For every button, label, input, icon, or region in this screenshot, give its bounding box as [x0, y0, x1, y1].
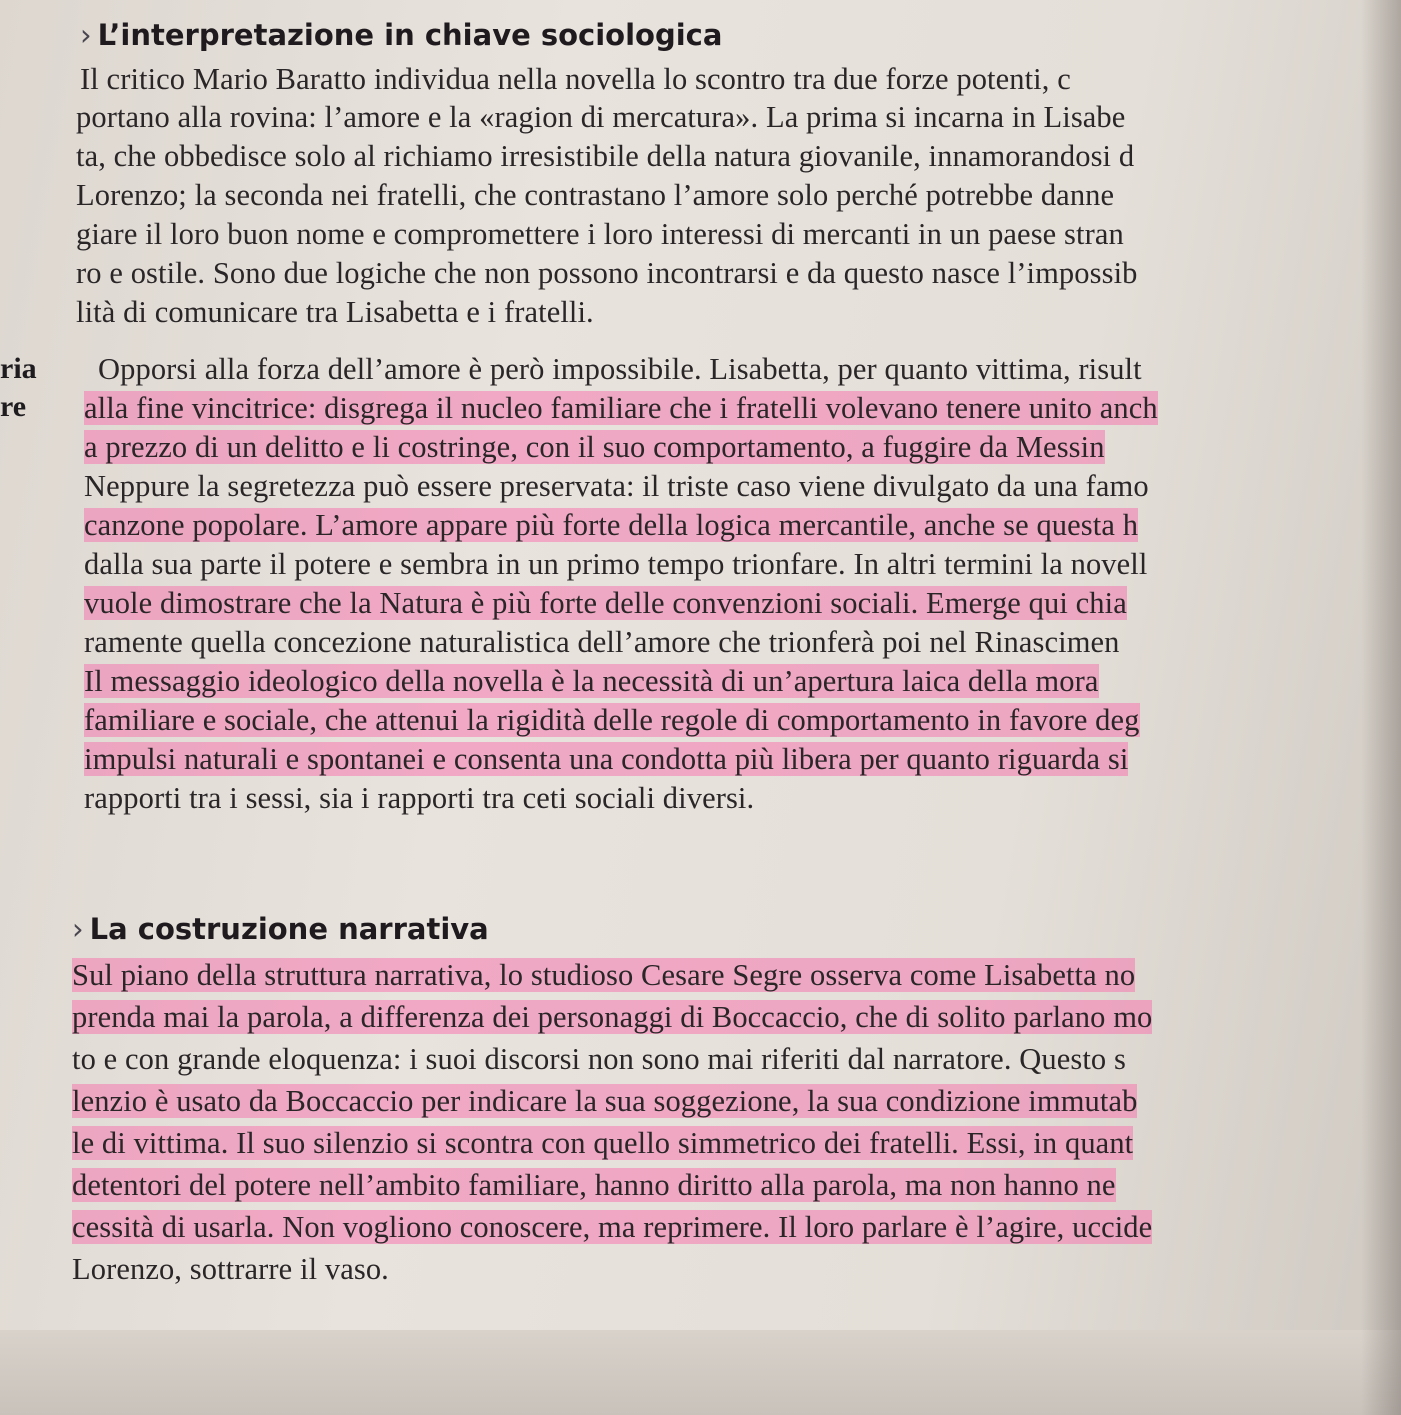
page-edge-shadow [1361, 0, 1401, 1415]
paragraph-line: ro e ostile. Sono due logiche che non possono incontrarsi e da questo nasce l’impossib [76, 256, 1138, 290]
paragraph-line: prenda mai la parola, a differenza dei personaggi di Boccaccio, che di solito parlano mo [72, 1000, 1153, 1034]
paragraph-line: le di vittima. Il suo silenzio si scontra con quello simmetrico dei fratelli. Essi, in quant [72, 1126, 1134, 1160]
paragraph-line: Lorenzo; la seconda nei fratelli, che contrastano l’amore solo perché potrebbe danne [76, 178, 1115, 212]
paragraph-line: impulsi naturali e spontanei e consenta una condotta più libera per quanto riguarda si [84, 742, 1129, 776]
paragraph-line: Lorenzo, sottrarre il vaso. [72, 1252, 389, 1286]
section-heading-costruzione [72, 912, 489, 946]
paragraph-line: vuole dimostrare che la Natura è più forte delle convenzioni sociali. Emerge qui chia [84, 586, 1127, 620]
margin-fragment: re [0, 390, 27, 423]
section-heading-interpretazione [80, 18, 722, 52]
paragraph-line: Neppure la segretezza può essere preservata: il triste caso viene divulgato da una famo [84, 469, 1149, 503]
heading-text: L’interpretazione in chiave sociologica [97, 18, 723, 52]
page-bottom-shadow [0, 1330, 1401, 1415]
paragraph-line: Il messaggio ideologico della novella è la necessità di un’apertura laica della mora [84, 664, 1099, 698]
paragraph-line: lità di comunicare tra Lisabetta e i fratelli. [76, 295, 594, 329]
paragraph-line: Il critico Mario Baratto individua nella novella lo scontro tra due forze potenti, c [80, 62, 1071, 96]
paragraph-line: ramente quella concezione naturalistica dell’amore che trionferà poi nel Rinascimen [84, 625, 1120, 659]
paragraph-line: familiare e sociale, che attenui la rigidità delle regole di comportamento in favore deg [84, 703, 1140, 737]
chevron-right-icon: › [72, 912, 84, 946]
paragraph-line: Sul piano della struttura narrativa, lo studioso Cesare Segre osserva come Lisabetta no [72, 958, 1136, 992]
paragraph-line: to e con grande eloquenza: i suoi discorsi non sono mai riferiti dal narratore. Questo s [72, 1042, 1126, 1076]
paragraph-line: dalla sua parte il potere e sembra in un primo tempo trionfare. In altri termini la novell [84, 547, 1148, 581]
paragraph-line: portano alla rovina: l’amore e la «ragion di mercatura». La prima si incarna in Lisabe [76, 100, 1126, 134]
paragraph-line: canzone popolare. L’amore appare più forte della logica mercantile, anche se questa h [84, 508, 1139, 542]
paragraph-line: giare il loro buon nome e compromettere i loro interessi di mercanti in un paese stran [76, 217, 1124, 251]
heading-text: La costruzione narrativa [89, 912, 489, 946]
paragraph-line: alla fine vincitrice: disgrega il nucleo familiare che i fratelli volevano tenere unito anch [84, 391, 1158, 425]
paragraph-line: a prezzo di un delitto e li costringe, con il suo comportamento, a fuggire da Messin [84, 430, 1105, 464]
paragraph-line: detentori del potere nell’ambito familiare, hanno diritto alla parola, ma non hanno ne [72, 1168, 1116, 1202]
paragraph-line: cessità di usarla. Non vogliono conoscere, ma reprimere. Il loro parlare è l’agire, uccide [72, 1210, 1153, 1244]
paragraph-line: lenzio è usato da Boccaccio per indicare la sua soggezione, la sua condizione immutab [72, 1084, 1138, 1118]
paragraph-line: Opporsi alla forza dell’amore è però impossibile. Lisabetta, per quanto vittima, risult [98, 352, 1142, 386]
paragraph-line: rapporti tra i sessi, sia i rapporti tra ceti sociali diversi. [84, 781, 755, 815]
chevron-right-icon: › [80, 18, 92, 52]
paragraph-line: ta, che obbedisce solo al richiamo irresistibile della natura giovanile, innamorandosi d [76, 139, 1135, 173]
margin-fragment: ria [0, 352, 37, 385]
